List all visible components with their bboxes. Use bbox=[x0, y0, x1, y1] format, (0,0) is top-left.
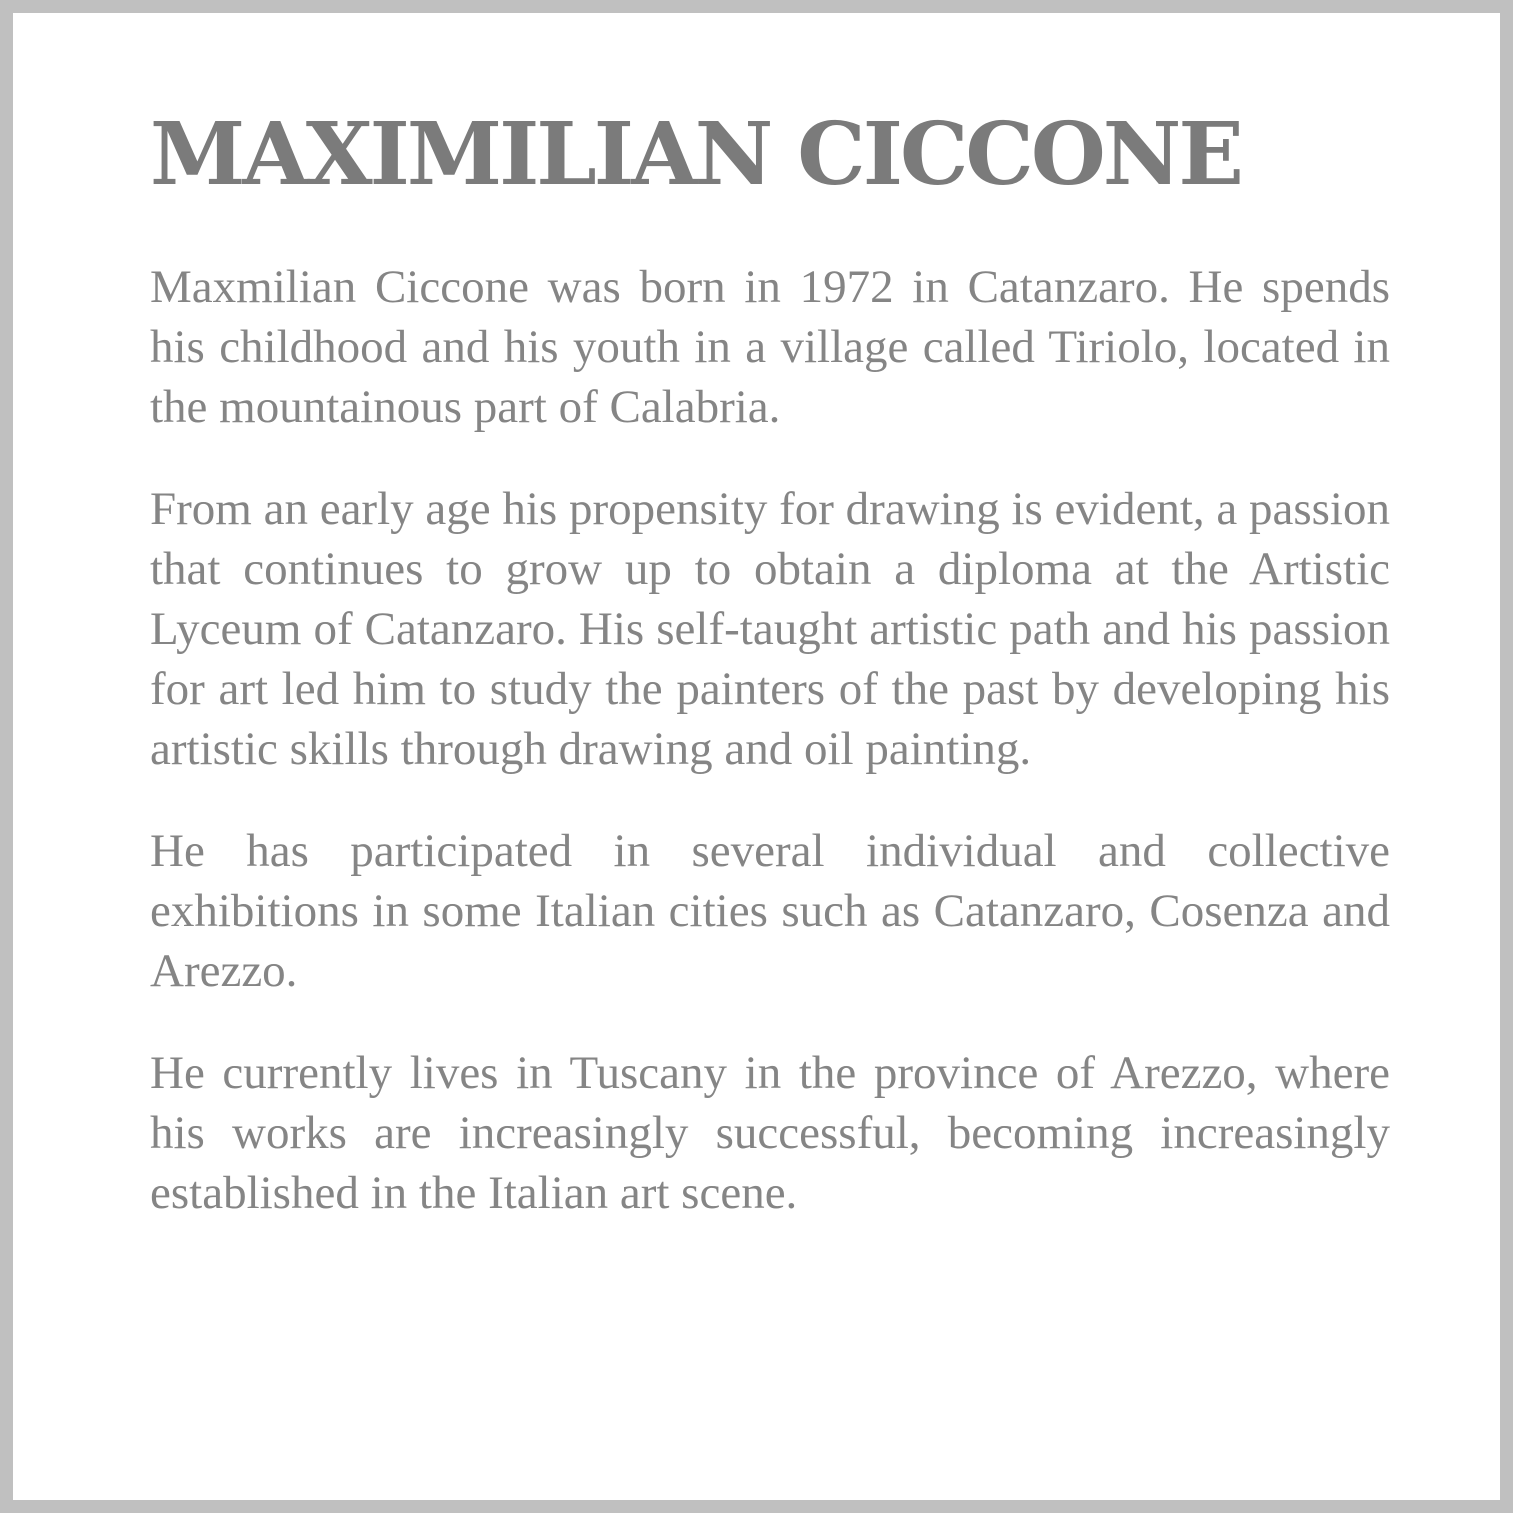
biography-paragraph-3: He has participated in several individual and collective exhibitions in some Italian cities such as Catanzaro, Cosenza and Arezzo. bbox=[150, 825, 1390, 997]
biography-paragraph-1: Maxmilian Ciccone was born in 1972 in Catanzaro. He spends his childhood and his youth in a village called Tiriolo, located in the mountainous part of Calabria. bbox=[150, 261, 1390, 433]
biography-paragraph-4: He currently lives in Tuscany in the province of Arezzo, where his works are increasingly successful, becoming increasingly established in the Italian art scene. bbox=[150, 1047, 1390, 1219]
biography-content bbox=[150, 105, 1390, 1223]
page-title: MAXIMILIAN CICCONE bbox=[150, 104, 1241, 205]
biography-paragraph-2: From an early age his propensity for drawing is evident, a passion that continues to grow up to obtain a diploma at the Artistic Lyceum of Catanzaro. His self-taught artistic path and his passion for art led him to study the painters of the past by developing his artistic skills through drawing and oil painting. bbox=[150, 483, 1390, 775]
